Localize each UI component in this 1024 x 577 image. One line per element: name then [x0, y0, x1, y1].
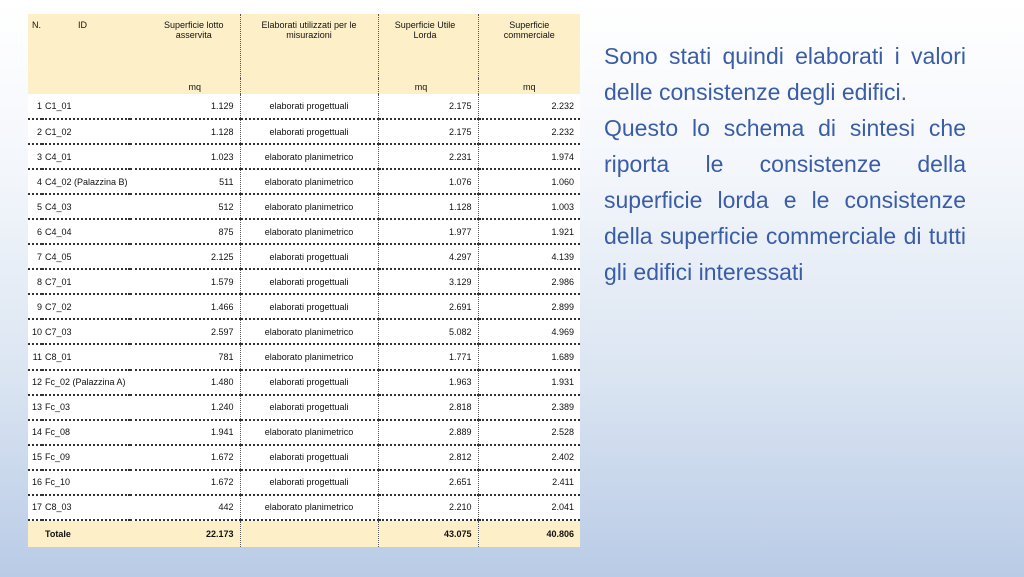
cell-id: C4_03: [42, 194, 130, 219]
consistency-table: [28, 14, 580, 547]
cell-superficie-utile: 2.175: [378, 94, 478, 119]
cell-superficie-lotto: 875: [130, 219, 240, 244]
cell-superficie-lotto: 442: [130, 495, 240, 520]
cell-superficie-lotto: 2.597: [130, 319, 240, 344]
cell-id: C1_02: [42, 119, 130, 144]
cell-superficie-commerciale: 1.974: [478, 144, 580, 169]
cell-superficie-commerciale: 2.402: [478, 445, 580, 470]
table-row: [28, 420, 580, 445]
cell-elaborati: elaborato planimetrico: [240, 219, 378, 244]
cell-id: Fc_10: [42, 470, 130, 495]
table-unit-row: [28, 78, 580, 94]
cell-superficie-commerciale: 1.003: [478, 194, 580, 219]
cell-n: 9: [28, 294, 42, 319]
cell-superficie-commerciale: 2.528: [478, 420, 580, 445]
cell-n: 14: [28, 420, 42, 445]
cell-n: 17: [28, 495, 42, 520]
cell-elaborati: elaborato planimetrico: [240, 194, 378, 219]
unit-commerciale: mq: [478, 78, 580, 94]
cell-superficie-utile: 1.128: [378, 194, 478, 219]
cell-superficie-commerciale: 4.969: [478, 319, 580, 344]
cell-superficie-lotto: 1.672: [130, 470, 240, 495]
cell-elaborati: elaborato planimetrico: [240, 420, 378, 445]
cell-elaborati: elaborati progettuali: [240, 94, 378, 119]
cell-id: C8_01: [42, 344, 130, 369]
cell-superficie-utile: 1.076: [378, 169, 478, 194]
cell-elaborati: elaborato planimetrico: [240, 344, 378, 369]
cell-n: 4: [28, 169, 42, 194]
cell-superficie-lotto: 511: [130, 169, 240, 194]
table-row: [28, 344, 580, 369]
cell-n: 2: [28, 119, 42, 144]
cell-superficie-lotto: 781: [130, 344, 240, 369]
cell-superficie-lotto: 1.672: [130, 445, 240, 470]
table-row: [28, 94, 580, 119]
cell-superficie-commerciale: 2.389: [478, 395, 580, 420]
total-superficie-utile: 43.075: [378, 520, 478, 547]
cell-elaborati: elaborato planimetrico: [240, 319, 378, 344]
cell-n: 10: [28, 319, 42, 344]
cell-superficie-lotto: 1.128: [130, 119, 240, 144]
cell-superficie-utile: 3.129: [378, 269, 478, 294]
cell-superficie-lotto: 1.240: [130, 395, 240, 420]
cell-superficie-lotto: 1.941: [130, 420, 240, 445]
cell-id: Fc_03: [42, 395, 130, 420]
cell-superficie-commerciale: 1.689: [478, 344, 580, 369]
table-row: [28, 119, 580, 144]
cell-superficie-lotto: 1.579: [130, 269, 240, 294]
cell-superficie-utile: 2.812: [378, 445, 478, 470]
cell-elaborati: elaborato planimetrico: [240, 169, 378, 194]
cell-id: Fc_02 (Palazzina A): [42, 370, 130, 395]
cell-superficie-commerciale: 2.041: [478, 495, 580, 520]
cell-n: 16: [28, 470, 42, 495]
cell-superficie-commerciale: 2.411: [478, 470, 580, 495]
cell-elaborati: elaborati progettuali: [240, 445, 378, 470]
cell-n: 1: [28, 94, 42, 119]
total-superficie-lotto: 22.173: [130, 520, 240, 547]
cell-id: C4_05: [42, 244, 130, 269]
cell-n: 3: [28, 144, 42, 169]
cell-n: 13: [28, 395, 42, 420]
table-header-row: [28, 14, 580, 78]
cell-superficie-utile: 2.651: [378, 470, 478, 495]
cell-superficie-commerciale: 1.060: [478, 169, 580, 194]
cell-id: C4_04: [42, 219, 130, 244]
cell-superficie-commerciale: 2.986: [478, 269, 580, 294]
cell-elaborati: elaborati progettuali: [240, 395, 378, 420]
cell-superficie-utile: 2.231: [378, 144, 478, 169]
unit-utile: mq: [378, 78, 478, 94]
consistency-table-card: [28, 14, 580, 547]
cell-superficie-lotto: 1.466: [130, 294, 240, 319]
table-row: [28, 370, 580, 395]
header-superficie-commerciale: Superficie commerciale: [478, 14, 580, 78]
cell-elaborati: elaborato planimetrico: [240, 495, 378, 520]
table-row: [28, 495, 580, 520]
table-row: [28, 169, 580, 194]
header-id: ID: [42, 14, 130, 78]
cell-elaborati: elaborato planimetrico: [240, 144, 378, 169]
cell-superficie-commerciale: 1.921: [478, 219, 580, 244]
cell-superficie-lotto: 2.125: [130, 244, 240, 269]
cell-superficie-lotto: 512: [130, 194, 240, 219]
header-n: N.: [28, 14, 42, 78]
header-superficie-utile: Superficie Utile Lorda: [378, 14, 478, 78]
header-superficie-lotto: Superficie lotto asservita: [130, 14, 240, 78]
cell-id: C1_01: [42, 94, 130, 119]
cell-superficie-utile: 1.771: [378, 344, 478, 369]
description-paragraph-2: Questo lo schema di sintesi che riporta le consistenze della superficie lorda e le consistenze della superficie commerciale di tutti gli edifici interessati: [604, 115, 966, 285]
header-elaborati: Elaborati utilizzati per le misurazioni: [240, 14, 378, 78]
cell-superficie-utile: 2.818: [378, 395, 478, 420]
cell-elaborati: elaborati progettuali: [240, 244, 378, 269]
total-spacer: [28, 520, 42, 547]
table-row: [28, 219, 580, 244]
table-row: [28, 269, 580, 294]
total-superficie-commerciale: 40.806: [478, 520, 580, 547]
cell-n: 15: [28, 445, 42, 470]
cell-n: 5: [28, 194, 42, 219]
description-paragraph-1: Sono stati quindi elaborati i valori delle consistenze degli edifici.: [604, 43, 966, 105]
cell-n: 11: [28, 344, 42, 369]
cell-elaborati: elaborati progettuali: [240, 269, 378, 294]
cell-id: Fc_09: [42, 445, 130, 470]
cell-n: 7: [28, 244, 42, 269]
cell-n: 12: [28, 370, 42, 395]
cell-superficie-lotto: 1.129: [130, 94, 240, 119]
cell-superficie-utile: 1.977: [378, 219, 478, 244]
cell-superficie-commerciale: 1.931: [478, 370, 580, 395]
cell-superficie-utile: 2.691: [378, 294, 478, 319]
table-row: [28, 194, 580, 219]
cell-superficie-utile: 1.963: [378, 370, 478, 395]
table-total-row: [28, 520, 580, 547]
cell-superficie-utile: 2.175: [378, 119, 478, 144]
cell-elaborati: elaborati progettuali: [240, 119, 378, 144]
cell-elaborati: elaborati progettuali: [240, 370, 378, 395]
table-row: [28, 470, 580, 495]
cell-elaborati: elaborati progettuali: [240, 470, 378, 495]
cell-n: 6: [28, 219, 42, 244]
cell-id: C8_03: [42, 495, 130, 520]
cell-superficie-commerciale: 2.232: [478, 119, 580, 144]
cell-id: C7_03: [42, 319, 130, 344]
cell-id: C4_02 (Palazzina B): [42, 169, 130, 194]
cell-superficie-utile: 2.210: [378, 495, 478, 520]
cell-elaborati: elaborati progettuali: [240, 294, 378, 319]
cell-id: C7_01: [42, 269, 130, 294]
description-text: [604, 38, 966, 290]
table-row: [28, 294, 580, 319]
cell-superficie-utile: 5.082: [378, 319, 478, 344]
cell-superficie-lotto: 1.480: [130, 370, 240, 395]
cell-superficie-lotto: 1.023: [130, 144, 240, 169]
unit-lotto: mq: [130, 78, 240, 94]
cell-superficie-commerciale: 2.899: [478, 294, 580, 319]
table-row: [28, 395, 580, 420]
cell-superficie-utile: 2.889: [378, 420, 478, 445]
cell-id: C7_02: [42, 294, 130, 319]
cell-superficie-utile: 4.297: [378, 244, 478, 269]
cell-superficie-commerciale: 4.139: [478, 244, 580, 269]
total-elaborati-empty: [240, 520, 378, 547]
cell-n: 8: [28, 269, 42, 294]
total-label: Totale: [42, 520, 130, 547]
table-row: [28, 445, 580, 470]
table-row: [28, 319, 580, 344]
cell-superficie-commerciale: 2.232: [478, 94, 580, 119]
cell-id: Fc_08: [42, 420, 130, 445]
table-row: [28, 244, 580, 269]
table-row: [28, 144, 580, 169]
cell-id: C4_01: [42, 144, 130, 169]
